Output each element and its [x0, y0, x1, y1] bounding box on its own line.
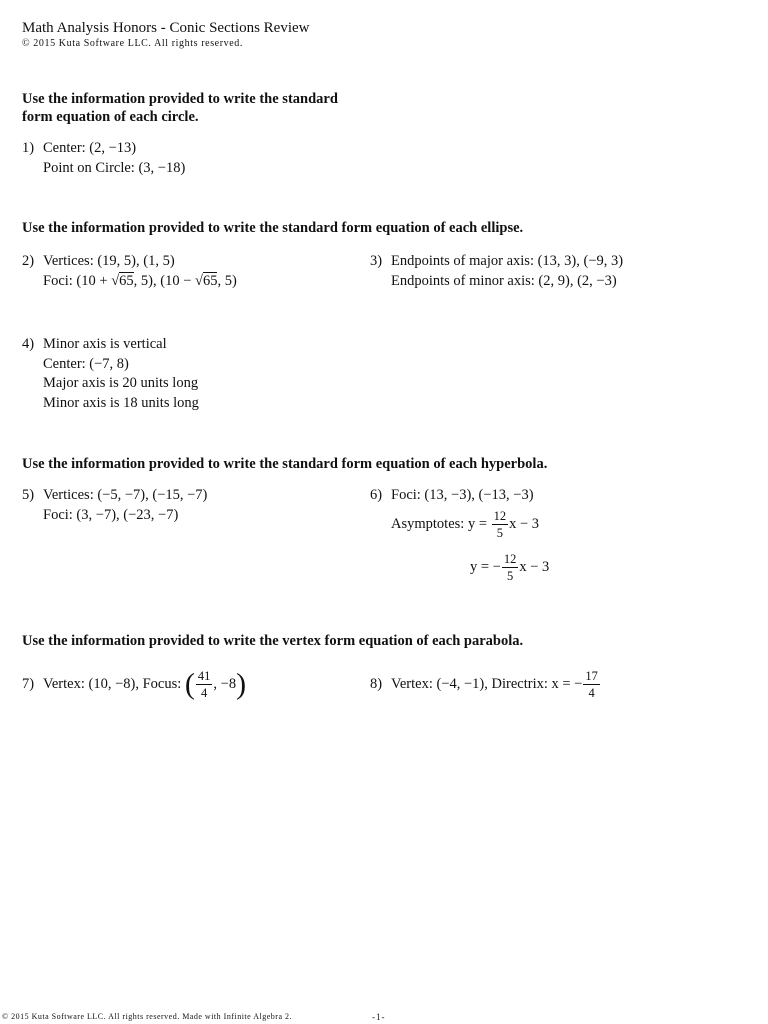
problem-5-line2: Foci: (3, −7), (−23, −7)	[43, 506, 179, 523]
problem-4-line3: Major axis is 20 units long	[43, 375, 199, 391]
asymptote-1	[391, 508, 539, 541]
fraction-denominator: 4	[201, 686, 208, 700]
sqrt-radicand: 65	[202, 272, 218, 289]
asymptotes-label: Asymptotes:	[391, 515, 468, 532]
problem-3-line1: Endpoints of major axis: (13, 3), (−9, 3)	[391, 253, 624, 269]
sqrt-symbol: √	[195, 272, 203, 289]
problem-1-line2: Point on Circle: (3, −18)	[43, 159, 186, 176]
problem-2	[22, 252, 237, 291]
fraction-numerator: 41	[197, 669, 211, 683]
left-paren: (	[184, 667, 195, 701]
problem-3	[370, 252, 623, 291]
fraction-denominator: 5	[506, 569, 514, 583]
ellipse-section-heading: Use the information provided to write the standard form equation of each ellipse.	[22, 220, 524, 236]
foci-end: , 5)	[217, 272, 237, 289]
problem-6-line1: Foci: (13, −3), (−13, −3)	[391, 487, 534, 503]
problem-number: 3)	[370, 253, 383, 269]
foci-mid: , 5), (10 −	[133, 272, 196, 289]
page-number: -1-	[372, 1012, 386, 1022]
asymptote-2-lhs: y = −	[470, 558, 501, 575]
sqrt-symbol: √	[111, 272, 120, 289]
problem-number: 1)	[22, 140, 35, 156]
fraction-denominator: 5	[496, 526, 503, 540]
problem-number: 2)	[22, 253, 35, 269]
asymptote-2-rhs: x − 3	[519, 558, 550, 575]
problem-6	[370, 486, 534, 506]
problem-7-after: , −8	[213, 675, 237, 692]
copyright-notice: © 2015 Kuta Software LLC. All rights reserved.	[22, 38, 243, 49]
footer-copyright: © 2015 Kuta Software LLC. All rights reserved. Made with Infinite Algebra 2.	[2, 1012, 293, 1021]
problem-4-line1: Minor axis is vertical	[43, 336, 167, 352]
fraction-numerator: 12	[503, 552, 517, 566]
asymptote-1-rhs: x − 3	[509, 515, 540, 532]
asymptote-1-lhs: y =	[467, 515, 491, 532]
problem-1-line1: Center: (2, −13)	[43, 140, 137, 156]
fraction-numerator: 12	[493, 509, 507, 523]
asymptote-2	[470, 551, 549, 584]
fraction-denominator: 4	[588, 686, 595, 700]
problem-number: 5)	[22, 487, 35, 503]
fraction	[583, 668, 600, 701]
parabola-section-heading: Use the information provided to write the vertex form equation of each parabola.	[22, 633, 524, 649]
circle-heading-line2: form equation of each circle.	[22, 109, 199, 125]
hyperbola-section-heading: Use the information provided to write the standard form equation of each hyperbola.	[22, 456, 548, 472]
problem-number: 7)	[22, 675, 35, 692]
problem-7-text: Vertex: (10, −8), Focus:	[43, 675, 185, 692]
problem-4-line2: Center: (−7, 8)	[43, 355, 129, 372]
foci-label: Foci: (10 +	[43, 272, 112, 289]
problem-4	[22, 335, 199, 413]
fraction	[502, 551, 519, 584]
worksheet-title: Math Analysis Honors - Conic Sections Review	[22, 20, 310, 36]
problem-8	[370, 668, 601, 701]
problem-2-foci	[22, 272, 237, 292]
problem-1	[22, 139, 185, 178]
fraction-numerator: 17	[585, 669, 598, 683]
sqrt-radicand: 65	[119, 272, 134, 289]
problem-3-line2: Endpoints of minor axis: (2, 9), (2, −3)	[391, 272, 617, 289]
problem-number: 4)	[22, 336, 35, 352]
circle-section-heading	[22, 90, 338, 126]
fraction	[492, 508, 509, 541]
fraction	[196, 668, 213, 701]
problem-7	[22, 668, 246, 701]
problem-number: 8)	[370, 675, 383, 692]
right-paren: )	[236, 667, 247, 701]
problem-8-text: Vertex: (−4, −1), Directrix: x = −	[391, 675, 583, 692]
problem-4-line4: Minor axis is 18 units long	[43, 394, 199, 411]
circle-heading-line1: Use the information provided to write the standard	[22, 91, 338, 107]
problem-2-line1: Vertices: (19, 5), (1, 5)	[43, 253, 175, 269]
problem-number: 6)	[370, 487, 383, 503]
problem-5	[22, 486, 207, 525]
problem-5-line1: Vertices: (−5, −7), (−15, −7)	[43, 487, 208, 503]
